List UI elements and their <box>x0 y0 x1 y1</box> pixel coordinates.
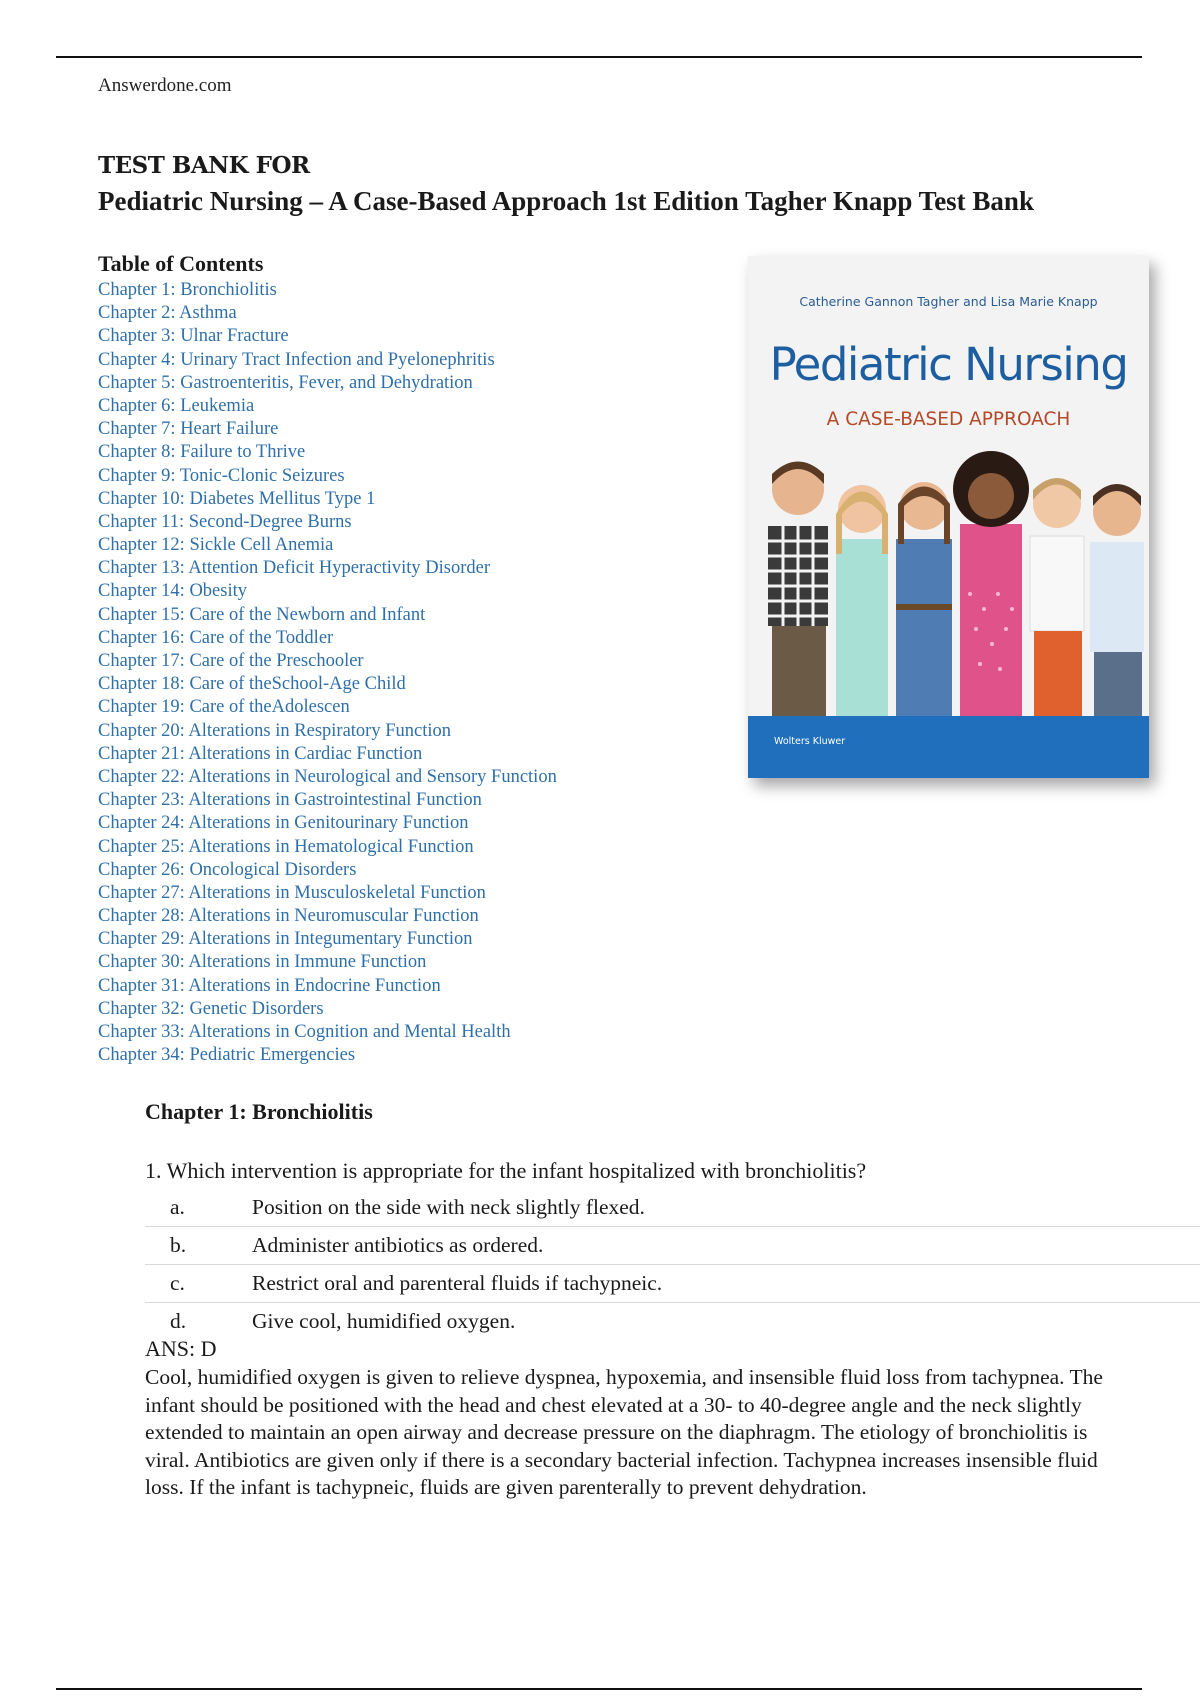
option-text: Administer antibiotics as ordered. <box>252 1233 544 1257</box>
option-letter: a. <box>170 1195 185 1219</box>
toc-link-chapter-29[interactable]: Chapter 29: Alterations in Integumentary Function <box>98 929 473 950</box>
toc-link-chapter-28[interactable]: Chapter 28: Alterations in Neuromuscular Function <box>98 906 479 927</box>
bottom-rule <box>56 1688 1142 1690</box>
toc-link-chapter-10[interactable]: Chapter 10: Diabetes Mellitus Type 1 <box>98 488 376 509</box>
option-text: Position on the side with neck slightly flexed. <box>252 1195 645 1219</box>
toc-link-chapter-32[interactable]: Chapter 32: Genetic Disorders <box>98 998 324 1019</box>
toc-link-chapter-16[interactable]: Chapter 16: Care of the Toddler <box>98 627 334 648</box>
toc-link-chapter-20[interactable]: Chapter 20: Alterations in Respiratory Function <box>98 720 451 741</box>
toc-link-chapter-19[interactable]: Chapter 19: Care of theAdolescen <box>98 697 350 718</box>
option-d <box>145 1302 1200 1340</box>
toc-link-chapter-17[interactable]: Chapter 17: Care of the Preschooler <box>98 651 364 671</box>
toc-link-chapter-25[interactable]: Chapter 25: Alterations in Hematological Function <box>98 836 474 857</box>
cover-title: Pediatric Nursing <box>769 338 1128 391</box>
toc-link-chapter-22[interactable]: Chapter 22: Alterations in Neurological and Sensory Function <box>98 766 557 787</box>
chapter-heading: Chapter 1: Bronchiolitis <box>145 1099 373 1124</box>
toc-link-chapter-23[interactable]: Chapter 23: Alterations in Gastrointestinal Function <box>98 790 482 811</box>
cover-subtitle: A CASE-BASED APPROACH <box>826 409 1071 430</box>
toc-link-chapter-13[interactable]: Chapter 13: Attention Deficit Hyperactivity Disorder <box>98 558 490 579</box>
toc-link-chapter-15[interactable]: Chapter 15: Care of the Newborn and Infant <box>98 604 426 625</box>
option-text: Restrict oral and parenteral fluids if tachypneic. <box>252 1271 663 1295</box>
toc-link-chapter-30[interactable]: Chapter 30: Alterations in Immune Function <box>98 952 427 973</box>
answer-key: ANS: D <box>145 1336 217 1361</box>
option-a <box>145 1189 1200 1226</box>
toc-link-chapter-21[interactable]: Chapter 21: Alterations in Cardiac Function <box>98 743 423 764</box>
toc-link-chapter-33[interactable]: Chapter 33: Alterations in Cognition and Mental Health <box>98 1022 511 1042</box>
toc-link-chapter-26[interactable]: Chapter 26: Oncological Disorders <box>98 859 357 880</box>
top-rule <box>56 56 1142 58</box>
document-title: Pediatric Nursing – A Case-Based Approach 1st Edition Tagher Knapp Test Bank <box>98 186 1034 216</box>
option-letter: d. <box>170 1309 187 1333</box>
option-letter: b. <box>170 1233 187 1257</box>
site-name: Answerdone.com <box>98 75 232 96</box>
toc-link-chapter-31[interactable]: Chapter 31: Alterations in Endocrine Function <box>98 975 441 996</box>
toc-heading: Table of Contents <box>98 251 264 276</box>
cover-publisher: Wolters Kluwer <box>774 736 846 747</box>
toc-list <box>98 279 557 1067</box>
answer-rationale: Cool, humidified oxygen is given to relieve dyspnea, hypoxemia, and insensible fluid loss from tachypnea. The infant should be positioned with the head and chest elevated at a 30- to 40-degree angle and the neck slightly extended to maintain an open airway and decrease pressure on the diaphragm. The etiology of bronchiolitis is viral. Antibiotics are given only if there is a secondary bacterial infection. Tachypnea increases insensible fluid loss. If the infant is tachypneic, fluids are given parenterally to prevent dehydration. <box>145 1365 1103 1500</box>
toc-link-chapter-2[interactable]: Chapter 2: Asthma <box>98 303 237 324</box>
toc-link-chapter-24[interactable]: Chapter 24: Alterations in Genitourinary Function <box>98 813 469 834</box>
toc-link-chapter-3[interactable]: Chapter 3: Ulnar Fracture <box>98 326 289 347</box>
toc-link-chapter-27[interactable]: Chapter 27: Alterations in Musculoskeletal Function <box>98 882 486 903</box>
toc-link-chapter-6[interactable]: Chapter 6: Leukemia <box>98 395 255 416</box>
toc-link-chapter-8[interactable]: Chapter 8: Failure to Thrive <box>98 442 306 463</box>
cover-authors: Catherine Gannon Tagher and Lisa Marie Knapp <box>799 294 1098 309</box>
cover-publisher-band <box>748 716 1149 778</box>
test-bank-label: TEST BANK FOR <box>98 152 310 179</box>
cover-children-photo <box>748 444 1149 716</box>
toc-link-chapter-11[interactable]: Chapter 11: Second-Degree Burns <box>98 511 352 532</box>
toc-link-chapter-14[interactable]: Chapter 14: Obesity <box>98 581 248 602</box>
book-cover <box>748 256 1149 778</box>
toc-link-chapter-1[interactable]: Chapter 1: Bronchiolitis <box>98 280 277 300</box>
toc-link-chapter-12[interactable]: Chapter 12: Sickle Cell Anemia <box>98 535 334 556</box>
toc-link-chapter-7[interactable]: Chapter 7: Heart Failure <box>98 419 279 440</box>
toc-link-chapter-5[interactable]: Chapter 5: Gastroenteritis, Fever, and Dehydration <box>98 372 473 393</box>
answer-options <box>145 1189 1200 1340</box>
option-b <box>145 1226 1200 1264</box>
toc-link-chapter-9[interactable]: Chapter 9: Tonic-Clonic Seizures <box>98 465 345 486</box>
toc-link-chapter-18[interactable]: Chapter 18: Care of theSchool-Age Child <box>98 674 406 695</box>
question-text: 1. Which intervention is appropriate for the infant hospitalized with bronchiolitis? <box>145 1158 867 1183</box>
option-text: Give cool, humidified oxygen. <box>252 1309 516 1333</box>
toc-link-chapter-34[interactable]: Chapter 34: Pediatric Emergencies <box>98 1045 356 1066</box>
toc-link-chapter-4[interactable]: Chapter 4: Urinary Tract Infection and Pyelonephritis <box>98 349 495 370</box>
option-c <box>145 1264 1200 1302</box>
option-letter: c. <box>170 1271 185 1295</box>
